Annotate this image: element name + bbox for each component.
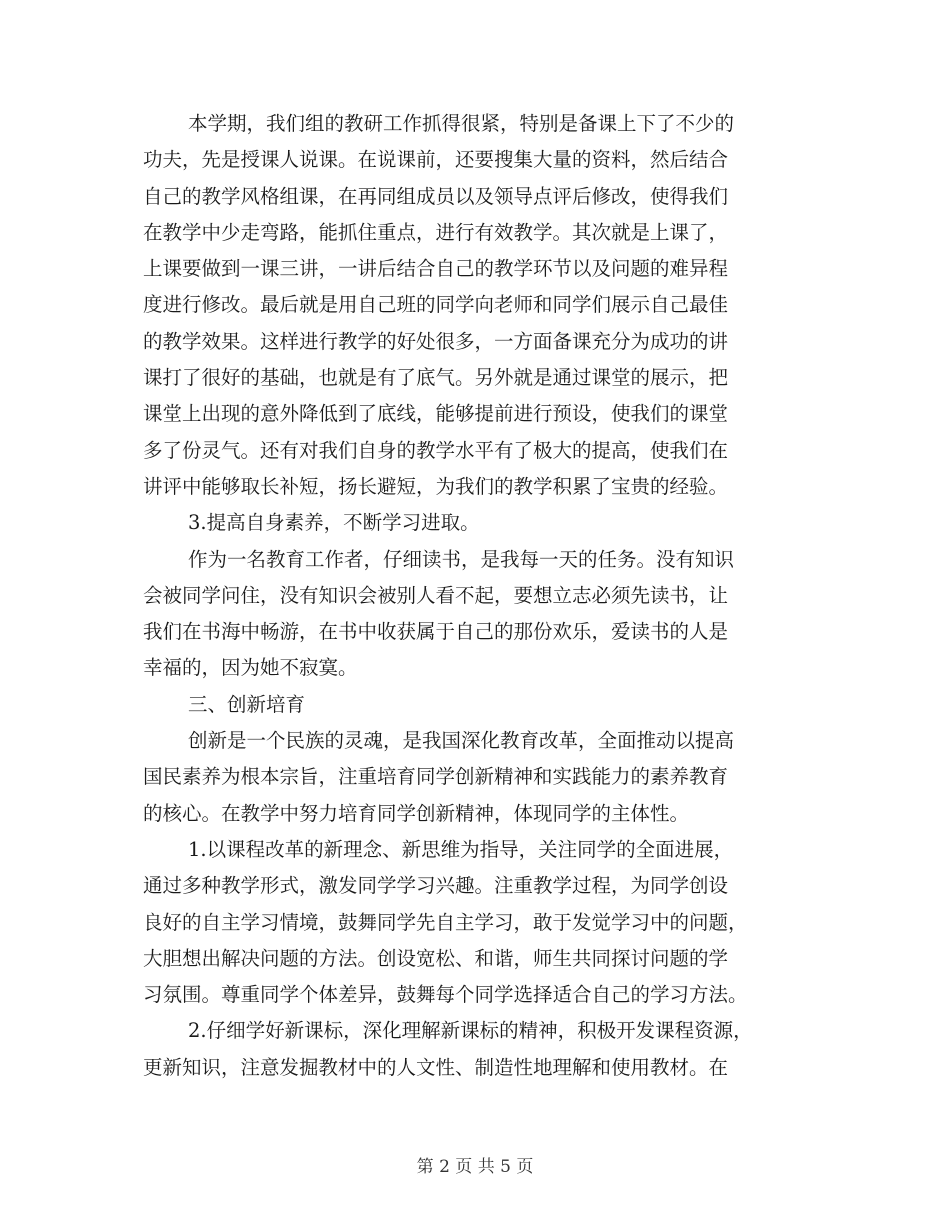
paragraph <box>143 505 803 541</box>
text-line: 课堂上出现的意外降低到了底线，能够提前进行预设，使我们的课堂 <box>143 402 729 426</box>
text-line: 讲评中能够取长补短，扬长避短，为我们的教学积累了宝贵的经验。 <box>143 474 729 498</box>
text-line: 三、创新培育 <box>188 692 306 716</box>
text-line: 创新是一个民族的灵魂，是我国深化教育改革，全面推动以提高 <box>188 729 735 753</box>
text-line: 更新知识，注意发掘教材中的人文性、制造性地理解和使用教材。在 <box>143 1055 729 1079</box>
paragraph <box>143 106 803 505</box>
text-line: 的教学效果。这样进行教学的好处很多，一方面备课充分为成功的讲 <box>143 329 729 353</box>
text-line: 本学期，我们组的教研工作抓得很紧，特别是备课上下了不少的 <box>188 112 735 135</box>
text-line: 2.仔细学好新课标，深化理解新课标的精神，积极开发课程资源， <box>188 1019 753 1043</box>
paragraph <box>143 723 803 832</box>
text-line: 会被同学问住，没有知识会被别人看不起，要想立志必须先读书，让 <box>143 583 729 607</box>
paragraph <box>143 542 803 687</box>
text-line: 幸福的，因为她不寂寞。 <box>143 656 358 680</box>
text-line: 良好的自主学习情境，鼓舞同学先自主学习，敢于发觉学习中的问题， <box>143 910 748 934</box>
text-line: 多了份灵气。还有对我们自身的教学水平有了极大的提高，使我们在 <box>143 438 729 462</box>
document-body <box>143 106 803 1086</box>
text-line: 大胆想出解决问题的方法。创设宽松、和谐，师生共同探讨问题的学 <box>143 946 729 970</box>
text-line: 课打了很好的基础，也就是有了底气。另外就是通过课堂的展示，把 <box>143 366 729 390</box>
text-line: 通过多种教学形式，激发同学学习兴趣。注重教学过程，为同学创设 <box>143 874 729 898</box>
text-line: 度进行修改。最后就是用自己班的同学向老师和同学们展示自己最佳 <box>143 293 729 317</box>
text-line: 国民素养为根本宗旨，注重培育同学创新精神和实践能力的素养教育 <box>143 765 729 789</box>
text-line: 在教学中少走弯路，能抓住重点，进行有效教学。其次就是上课了， <box>143 220 729 244</box>
text-line: 上课要做到一课三讲，一讲后结合自己的教学环节以及问题的难异程 <box>143 257 729 281</box>
paragraph <box>143 687 803 723</box>
text-line: 自己的教学风格组课，在再同组成员以及领导点评后修改，使得我们 <box>143 184 729 208</box>
text-line: 作为一名教育工作者，仔细读书，是我每一天的任务。没有知识 <box>188 547 735 571</box>
page-footer: 第 2 页 共 5 页 <box>416 1157 534 1177</box>
text-line: 的核心。在教学中努力培育同学创新精神，体现同学的主体性。 <box>143 801 690 825</box>
paragraph <box>143 1013 803 1086</box>
text-line: 功夫，先是授课人说课。在说课前，还要搜集大量的资料，然后结合 <box>143 148 729 172</box>
text-line: 3.提高自身素养，不断学习进取。 <box>188 511 480 535</box>
text-line: 1.以课程改革的新理念、新思维为指导，关注同学的全面进展， <box>188 837 734 861</box>
paragraph <box>143 832 803 1013</box>
text-line: 我们在书海中畅游，在书中收获属于自己的那份欢乐，爱读书的人是 <box>143 620 729 644</box>
text-line: 习氛围。尊重同学个体差异，鼓舞每个同学选择适合自己的学习方法。 <box>143 983 748 1007</box>
